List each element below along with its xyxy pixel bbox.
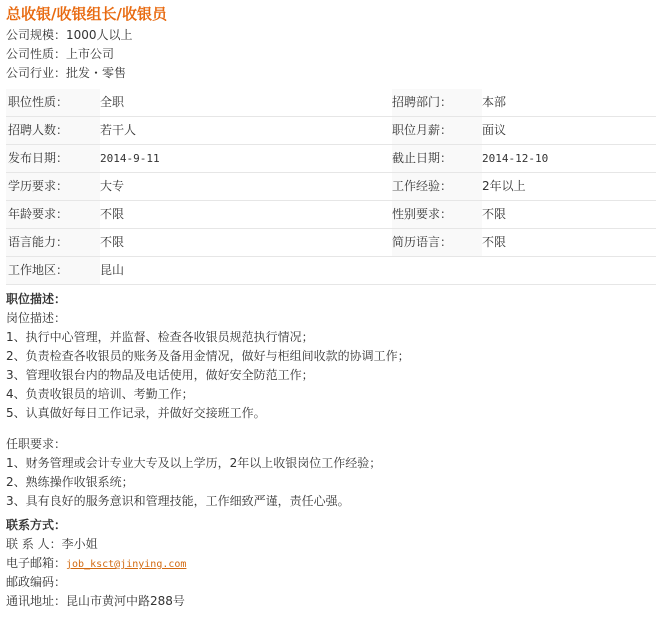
duty-item: 4、负责收银员的培训、考勤工作； [6,387,194,401]
attribute-key: 招聘人数： [6,117,100,145]
attribute-value: 大专 [100,173,392,201]
attribute-key: 语言能力： [6,229,100,257]
attribute-key: 发布日期： [6,145,100,173]
description-heading: 职位描述： [6,292,67,306]
attribute-value: 2014-9-11 [100,145,392,173]
attribute-value: 不限 [100,229,392,257]
attribute-row [6,173,656,201]
attribute-row [6,201,656,229]
company-industry [6,64,656,83]
attribute-key: 年龄要求： [6,201,100,229]
requirement-title: 任职要求： [6,437,67,451]
attribute-value: 本部 [482,89,656,117]
requirement-item: 1、财务管理或会计专业大专及以上学历，2年以上收银岗位工作经验； [6,456,382,470]
email-link[interactable]: job_ksct@jinying.com [66,559,187,570]
company-type [6,45,656,64]
duty-item: 2、负责检查各收银员的账务及备用金情况，做好与柜组间收款的协调工作； [6,349,410,363]
attribute-row [6,89,656,117]
company-size-label: 公司规模： [6,28,67,42]
attribute-row [6,229,656,257]
contact-postcode-label: 邮政编码： [6,575,67,589]
attribute-value: 2年以上 [482,173,656,201]
company-industry-label: 公司行业： [6,66,67,80]
attribute-value: 不限 [482,229,656,257]
company-size [6,26,656,45]
attribute-row-location [6,257,656,285]
requirement-item: 2、熟练操作收银系统； [6,475,134,489]
attribute-key: 工作经验： [392,173,482,201]
attribute-value: 面议 [482,117,656,145]
attribute-key: 简历语言： [392,229,482,257]
attribute-key: 职位性质： [6,89,100,117]
attribute-key: 招聘部门： [392,89,482,117]
attribute-value: 不限 [100,201,392,229]
contact-heading: 联系方式： [6,518,67,532]
job-title: 总收银/收银组长/收银员 [6,5,167,23]
contact-address [6,592,656,611]
attribute-key: 截止日期： [392,145,482,173]
duty-title: 岗位描述： [6,311,67,325]
attribute-row [6,145,656,173]
attribute-row [6,117,656,145]
attribute-value: 若干人 [100,117,392,145]
company-type-value: 上市公司 [66,47,115,61]
attribute-key: 学历要求： [6,173,100,201]
contact-postcode [6,573,656,592]
contact-person [6,535,656,554]
company-industry-value: 批发・零售 [66,66,127,80]
contact-person-value: 李小姐 [61,537,98,551]
contact-address-value: 昆山市黄河中路288号 [66,594,185,608]
contact-email [6,554,656,573]
contact-email-label: 电子邮箱： [6,556,67,570]
contact-address-label: 通讯地址： [6,594,67,608]
duty-item: 3、管理收银台内的物品及电话使用，做好安全防范工作； [6,368,314,382]
contact-person-label: 联 系 人： [6,537,62,551]
job-posting [6,0,656,611]
location-value: 昆山 [100,257,656,285]
company-type-label: 公司性质： [6,47,67,61]
attribute-value: 不限 [482,201,656,229]
attribute-key: 性别要求： [392,201,482,229]
location-label: 工作地区： [6,257,100,285]
company-size-value: 1000人以上 [66,28,133,42]
requirement-item: 3、具有良好的服务意识和管理技能，工作细致严谨，责任心强。 [6,494,350,508]
attribute-key: 职位月薪： [392,117,482,145]
attribute-value: 全职 [100,89,392,117]
duty-item: 1、执行中心管理，并监督、检查各收银员规范执行情况； [6,330,314,344]
job-attributes-table [6,89,656,285]
duty-item: 5、认真做好每日工作记录，并做好交接班工作。 [6,406,266,420]
attribute-value: 2014-12-10 [482,145,656,173]
